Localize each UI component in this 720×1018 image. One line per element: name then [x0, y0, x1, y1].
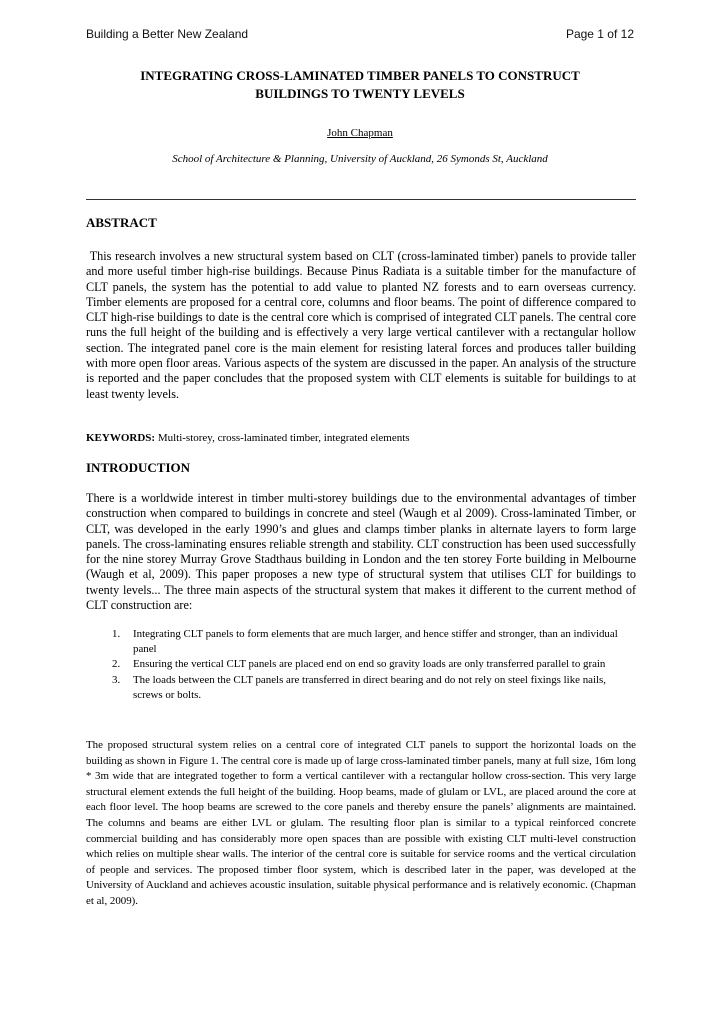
author-name: John Chapman [327, 127, 393, 139]
title-line-1: INTEGRATING CROSS-LAMINATED TIMBER PANELS TO CONSTRUCT [140, 68, 580, 83]
title-line-2: BUILDINGS TO TWENTY LEVELS [255, 86, 465, 101]
keywords-text: Multi-storey, cross-laminated timber, integrated elements [155, 432, 410, 444]
keywords-label: KEYWORDS: [86, 432, 156, 444]
divider [86, 199, 636, 200]
affiliation: School of Architecture & Planning, University of Auckland, 26 Symonds St, Auckland [172, 153, 548, 165]
list-item [86, 673, 636, 703]
aims-list [86, 627, 636, 703]
abstract-text: This research involves a new structural system based on CLT (cross-laminated timber) panels to provide taller and more useful timber high-rise buildings. Because Pinus Radiata is a suitable timber for the manufacture of CLT panels, the system has the potential to add value to planted NZ forests and to earn overseas currency. Timber elements are proposed for a central core, columns and floor beams. The point of difference compared to CLT high-rise buildings to date is the central core which is comprised of integrated CLT panels. The central core runs the full height of the building and is effectively a very large vertical cantilever with a rectangular hollow section. The integrated panel core is the main element for resisting lateral forces and produces taller building with more open floor areas. Various aspects of the system are discussed in the paper. An analysis of the structure is reported and the paper concludes that the proposed system with CLT elements is suitable for buildings to at least twenty levels. [86, 249, 640, 401]
page-number: Page 1 of 12 [565, 27, 634, 41]
list-number: 2. [112, 658, 121, 671]
introduction-paragraph-2: The proposed structural system relies on a central core of integrated CLT panels to support the horizontal loads on the building as shown in Figure 1. The central core is made up of large cross-laminated timber panels, many at full size, 16m long * 3m wide that are integrated together to form a vertical cantilever with a rectangular hollow cross-section. This very large structural element extends the full height of the building. Hoop beams, made of glulam or LVL, are placed around the core at each floor level. The hoop beams are screwed to the core panels and thereby ensure the panels’ alignments are maintained. The columns and beams are either LVL or glulam. The resulting floor plan is similar to a typical reinforced concrete commercial building and has considerably more open spaces than are possible with existing CLT multi-level construction which relies on multiple shear walls. The interior of the central core is suitable for service rooms and the vertical circulation of people and services. The proposed timber floor system, which is described later in the paper, was developed at the University of Auckland and achieves acoustic insulation, suitable physical performance and is relatively economic. (Chapman et al, 2009). [86, 739, 636, 907]
header-left: Building a Better New Zealand [86, 27, 249, 41]
list-number: 3. [112, 673, 121, 686]
abstract-heading: ABSTRACT [86, 215, 157, 230]
author-line [86, 127, 634, 139]
paper-title [86, 67, 634, 103]
introduction-paragraph-1: There is a worldwide interest in timber multi-storey buildings due to the environmental advantages of timber construction when compared to buildings in concrete and steel (Waugh et al 2009). Cross-laminated Timber, or CLT, was developed in the early 1990’s and glues and clamps timber planks in alternate layers to form large panels. The cross-laminating ensures reliable strength and stability. CLT construction has been used successfully for the nine storey Murray Grove Stadthaus building in London and the ten storey Forte building in Melbourne (Waugh et al, 2009). This paper proposes a new type of structural system that utilises CLT for buildings to twenty levels... The three main aspects of the structural system that makes it different to the current method of CLT construction are: [86, 491, 636, 613]
keywords [86, 432, 410, 444]
list-item [86, 627, 636, 657]
list-text: The loads between the CLT panels are transferred in direct bearing and do not rely on steel fixings like nails, screws or bolts. [133, 673, 606, 701]
list-number: 1. [112, 628, 121, 640]
list-item [86, 657, 636, 672]
introduction-heading: INTRODUCTION [86, 460, 191, 475]
list-text: Ensuring the vertical CLT panels are placed end on end so gravity loads are only transferred parallel to grain [133, 658, 606, 671]
list-text: Integrating CLT panels to form elements that are much larger, and hence stiffer and stronger, than an individual panel [133, 628, 618, 656]
running-header [86, 27, 634, 43]
